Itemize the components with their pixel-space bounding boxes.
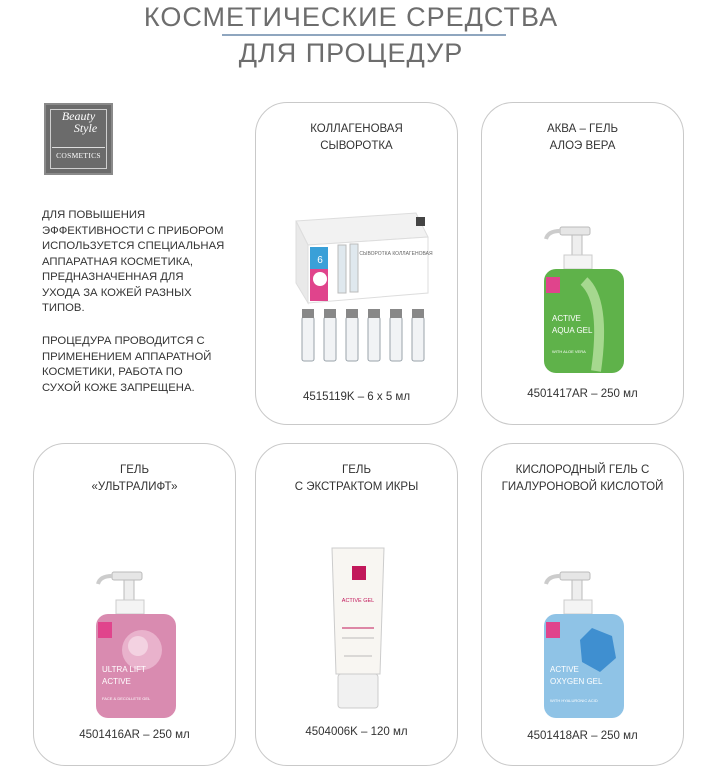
svg-text:FACE & DECOLLETE GEL: FACE & DECOLLETE GEL [102,696,151,701]
product-sku: 4504006K – 120 мл [305,726,408,738]
oxygen-gel-bottle-image [536,566,632,720]
product-card-oxygen-gel[interactable] [481,443,684,766]
product-card-caviar-gel[interactable] [255,443,458,766]
svg-text:AQUA GEL: AQUA GEL [552,326,593,335]
caviar-gel-tube-image [322,544,394,714]
page-subtitle: ДЛЯ ПРОЦЕДУР [238,38,464,68]
svg-text:СЫВОРОТКА КОЛЛАГЕНОВАЯ: СЫВОРОТКА КОЛЛАГЕНОВАЯ [359,251,433,257]
product-title: КОЛЛАГЕНОВАЯ СЫВОРОТКА [310,123,403,152]
page-title: КОСМЕТИЧЕСКИЕ СРЕДСТВА [143,2,559,32]
svg-text:6: 6 [317,255,323,266]
title-divider [222,34,506,36]
svg-text:ULTRA LIFT: ULTRA LIFT [102,665,146,674]
svg-text:ACTIVE: ACTIVE [550,665,579,674]
product-sku: 4501416AR – 250 мл [79,729,190,741]
product-card-aqua-gel[interactable] [481,102,684,425]
product-sku: 4515119K – 6 x 5 мл [302,391,411,403]
product-title: ГЕЛЬ «УЛЬТРАЛИФТ» [91,464,178,493]
product-title: КИСЛОРОДНЫЙ ГЕЛЬ С ГИАЛУРОНОВОЙ КИСЛОТОЙ [501,464,664,493]
svg-text:WITH HYALURONIC ACID: WITH HYALURONIC ACID [550,698,598,703]
product-sku: 4501418AR – 250 мл [527,730,638,742]
description-paragraph-1: ДЛЯ ПОВЫШЕНИЯ ЭФФЕКТИВНОСТИ С ПРИБОРОМ ИСПОЛЬЗУЕТСЯ СПЕЦИАЛЬНАЯ АППАРАТНАЯ КОСМЕТИКА, ПРЕДНАЗНАЧЕННАЯ ДЛЯ УХОДА ЗА КОЖЕЙ РАЗНЫХ ТИПОВ. [42,209,225,314]
svg-text:ACTIVE: ACTIVE [552,314,581,323]
description-paragraph-2: ПРОЦЕДУРА ПРОВОДИТСЯ С ПРИМЕНЕНИЕМ АППАРАТНОЙ КОСМЕТИКИ, РАБОТА ПО СУХОЙ КОЖЕ ЗАПРЕЩЕНА. [42,335,212,394]
collagen-serum-image [288,211,436,371]
svg-text:OXYGEN GEL: OXYGEN GEL [550,677,603,686]
svg-text:ACTIVE GEL: ACTIVE GEL [341,598,375,604]
beauty-style-logo: Beauty Style COSMETICS [44,103,113,175]
product-card-collagen-serum[interactable] [255,102,458,425]
aqua-gel-bottle-image [536,221,632,375]
svg-text:ACTIVE: ACTIVE [102,677,131,686]
svg-text:WITH ALOE VERA: WITH ALOE VERA [552,349,586,354]
ultralift-gel-bottle-image [88,566,184,720]
product-card-ultralift[interactable] [33,443,236,766]
product-sku: 4501417AR – 250 мл [527,388,638,400]
product-title: ГЕЛЬ С ЭКСТРАКТОМ ИКРЫ [294,464,419,493]
product-title: АКВА – ГЕЛЬ АЛОЭ ВЕРА [546,123,619,152]
